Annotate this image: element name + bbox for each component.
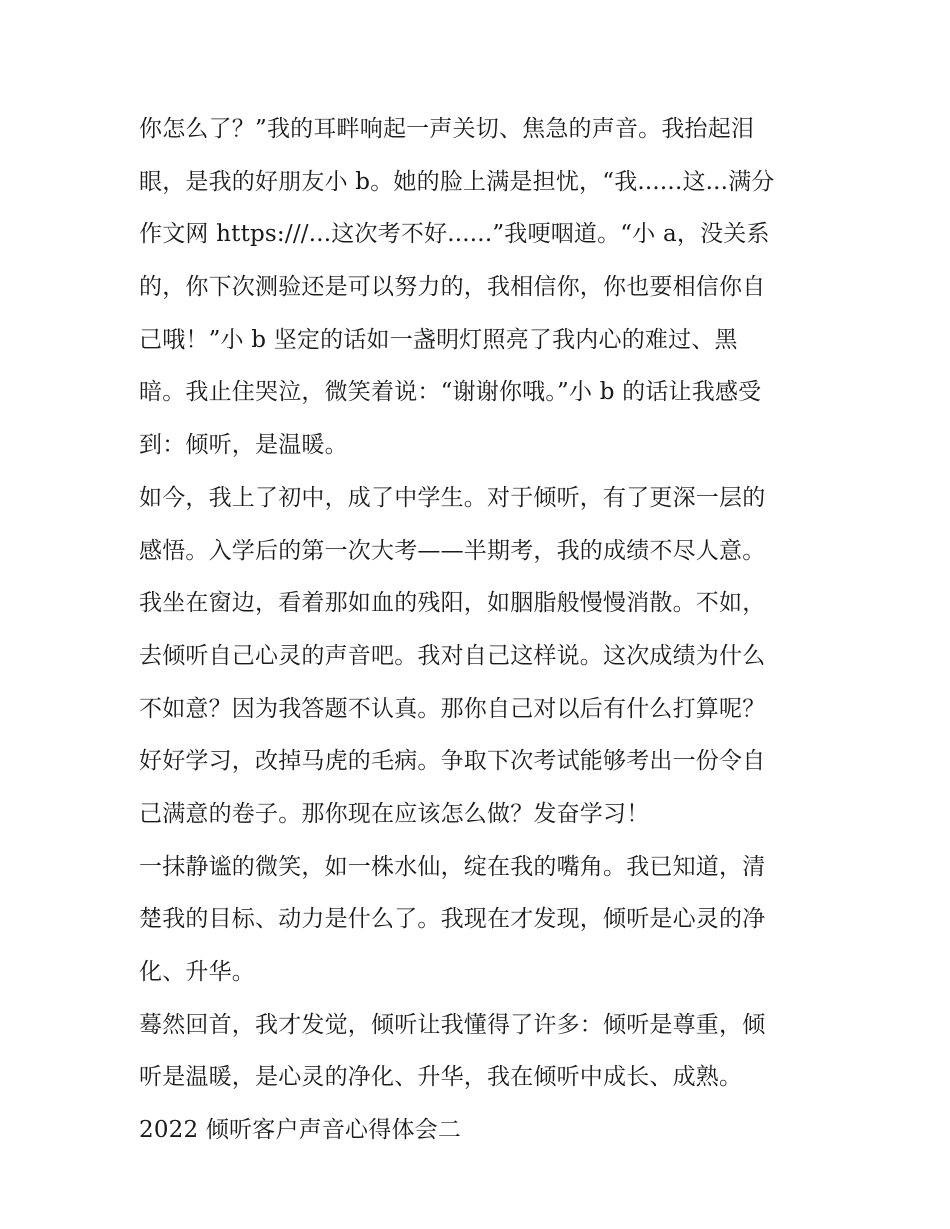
text-line: 感悟。入学后的第一次大考——半期考，我的成绩不尽人意。: [139, 537, 766, 564]
document-body: [139, 103, 819, 1157]
text-line: 如今，我上了初中，成了中学生。对于倾听，有了更深一层的: [139, 484, 766, 511]
text-line: 去倾听自己心灵的声音吧。我对自己这样说。这次成绩为什么: [139, 642, 766, 669]
text-line: 己哦！”小 b 坚定的话如一盏明灯照亮了我内心的难过、黑: [139, 326, 738, 353]
text-line: 你怎么了？”我的耳畔响起一声关切、焦急的声音。我抬起泪: [139, 116, 755, 142]
text-line: 到：倾听，是温暖。: [139, 432, 348, 459]
text-line: 好好学习，改掉马虎的毛病。争取下次考试能够考出一份令自: [139, 748, 766, 775]
text-line: 楚我的目标、动力是什么了。我现在才发现，倾听是心灵的净: [139, 906, 766, 933]
text-line: 暗。我止住哭泣，微笑着说：“谢谢你哦。”小 b 的话让我感受: [139, 379, 762, 406]
text-line: 眼，是我的好朋友小 b。她的脸上满是担忧，“我......这...满分: [139, 168, 775, 195]
text-line: 己满意的卷子。那你现在应该怎么做？发奋学习！: [139, 800, 650, 827]
text-line: 的，你下次测验还是可以努力的，我相信你，你也要相信你自: [139, 274, 766, 301]
text-line: 蓦然回首，我才发觉，倾听让我懂得了许多：倾听是尊重，倾: [139, 1011, 766, 1038]
text-line: 我坐在窗边，看着那如血的残阳，如胭脂般慢慢消散。不如，: [139, 590, 766, 617]
text-line: 化、升华。: [139, 959, 255, 985]
text-line: 作文网 https:///...这次考不好......”我哽咽道。“小 a，没关系: [139, 221, 770, 248]
section-heading: 2022 倾听客户声音心得体会二: [139, 1117, 462, 1144]
text-line: 听是温暖，是心灵的净化、升华，我在倾听中成长、成熟。: [139, 1064, 743, 1091]
text-line: 一抹静谧的微笑，如一株水仙，绽在我的嘴角。我已知道，清: [139, 853, 766, 880]
text-line: 不如意？因为我答题不认真。那你自己对以后有什么打算呢？: [139, 695, 766, 722]
